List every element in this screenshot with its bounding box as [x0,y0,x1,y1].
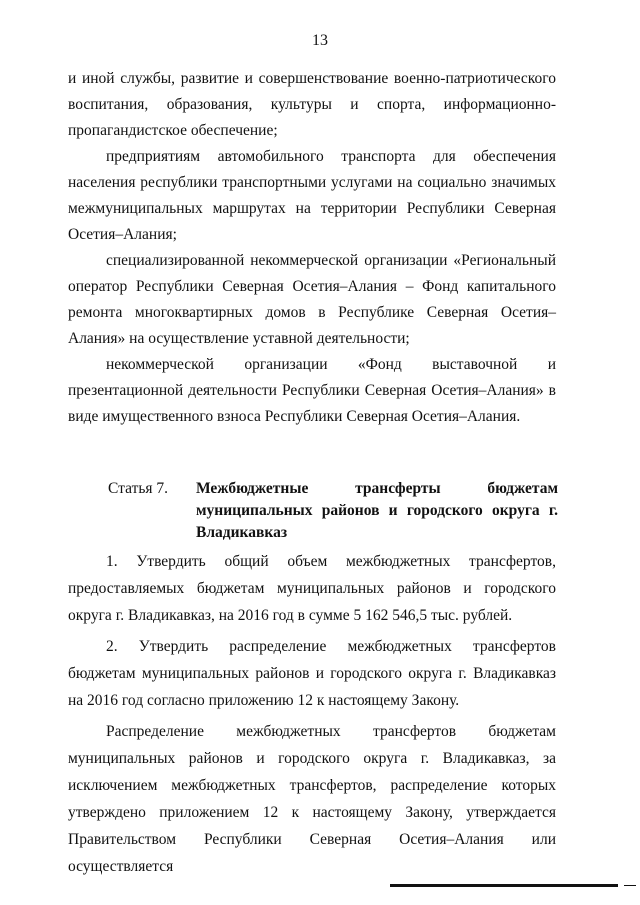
page-number: 13 [312,32,328,49]
article-title: Межбюджетные трансферты бюджетам муниципальных районов и городского округа г. Владикавказ [196,480,558,541]
article-heading [108,478,558,544]
paragraph-distribution: Распределение межбюджетных трансфертов бюджетам муниципальных районов и городского округа г. Владикавказ, за исключением межбюджетных трансфертов, распределение которых утверждено приложением 12 к настоящему Закону, утверждается Правительством Республики Северная Осетия–Алания или осуществляется [68,723,556,875]
article-label: Статья 7. [108,480,169,497]
paragraph-transport: предприятиям автомобильного транспорта для обеспечения населения республики транспортными услугами на социально значимых межмуниципальных маршрутах на территории Республики Северная Осетия–Алания; [68,148,556,243]
paragraph-item-2: 2. Утвердить распределение межбюджетных трансфертов бюджетам муниципальных районов и городского округа г. Владикавказ на 2016 год согласно приложению 12 к настоящему Закону. [68,638,556,709]
footer-rule-end [624,885,636,886]
paragraph-exhibition-fund: некоммерческой организации «Фонд выставочной и презентационной деятельности Республики Северная Осетия–Алания» в виде имущественного взноса Республики Северная Осетия–Алания. [68,356,556,425]
text-block-bottom [68,548,556,880]
paragraph-item-1: 1. Утвердить общий объем межбюджетных трансфертов, предоставляемых бюджетам муниципальных районов и городского округа г. Владикавказ, на 2016 год в сумме 5 162 546,5 тыс. рублей. [68,553,556,624]
paragraph-regional-operator: специализированной некоммерческой организации «Региональный оператор Республики Северная Осетия–Алания – Фонд капитального ремонта многоквартирных домов в Республике Северная Осетия–Алания» на осуществление уставной деятельности; [68,252,556,347]
footer-rule [390,884,618,887]
paragraph-continuation: и иной службы, развитие и совершенствование военно-патриотического воспитания, образования, культуры и спорта, информационно-пропагандистское обеспечение; [68,70,556,139]
text-block-top [68,66,556,430]
